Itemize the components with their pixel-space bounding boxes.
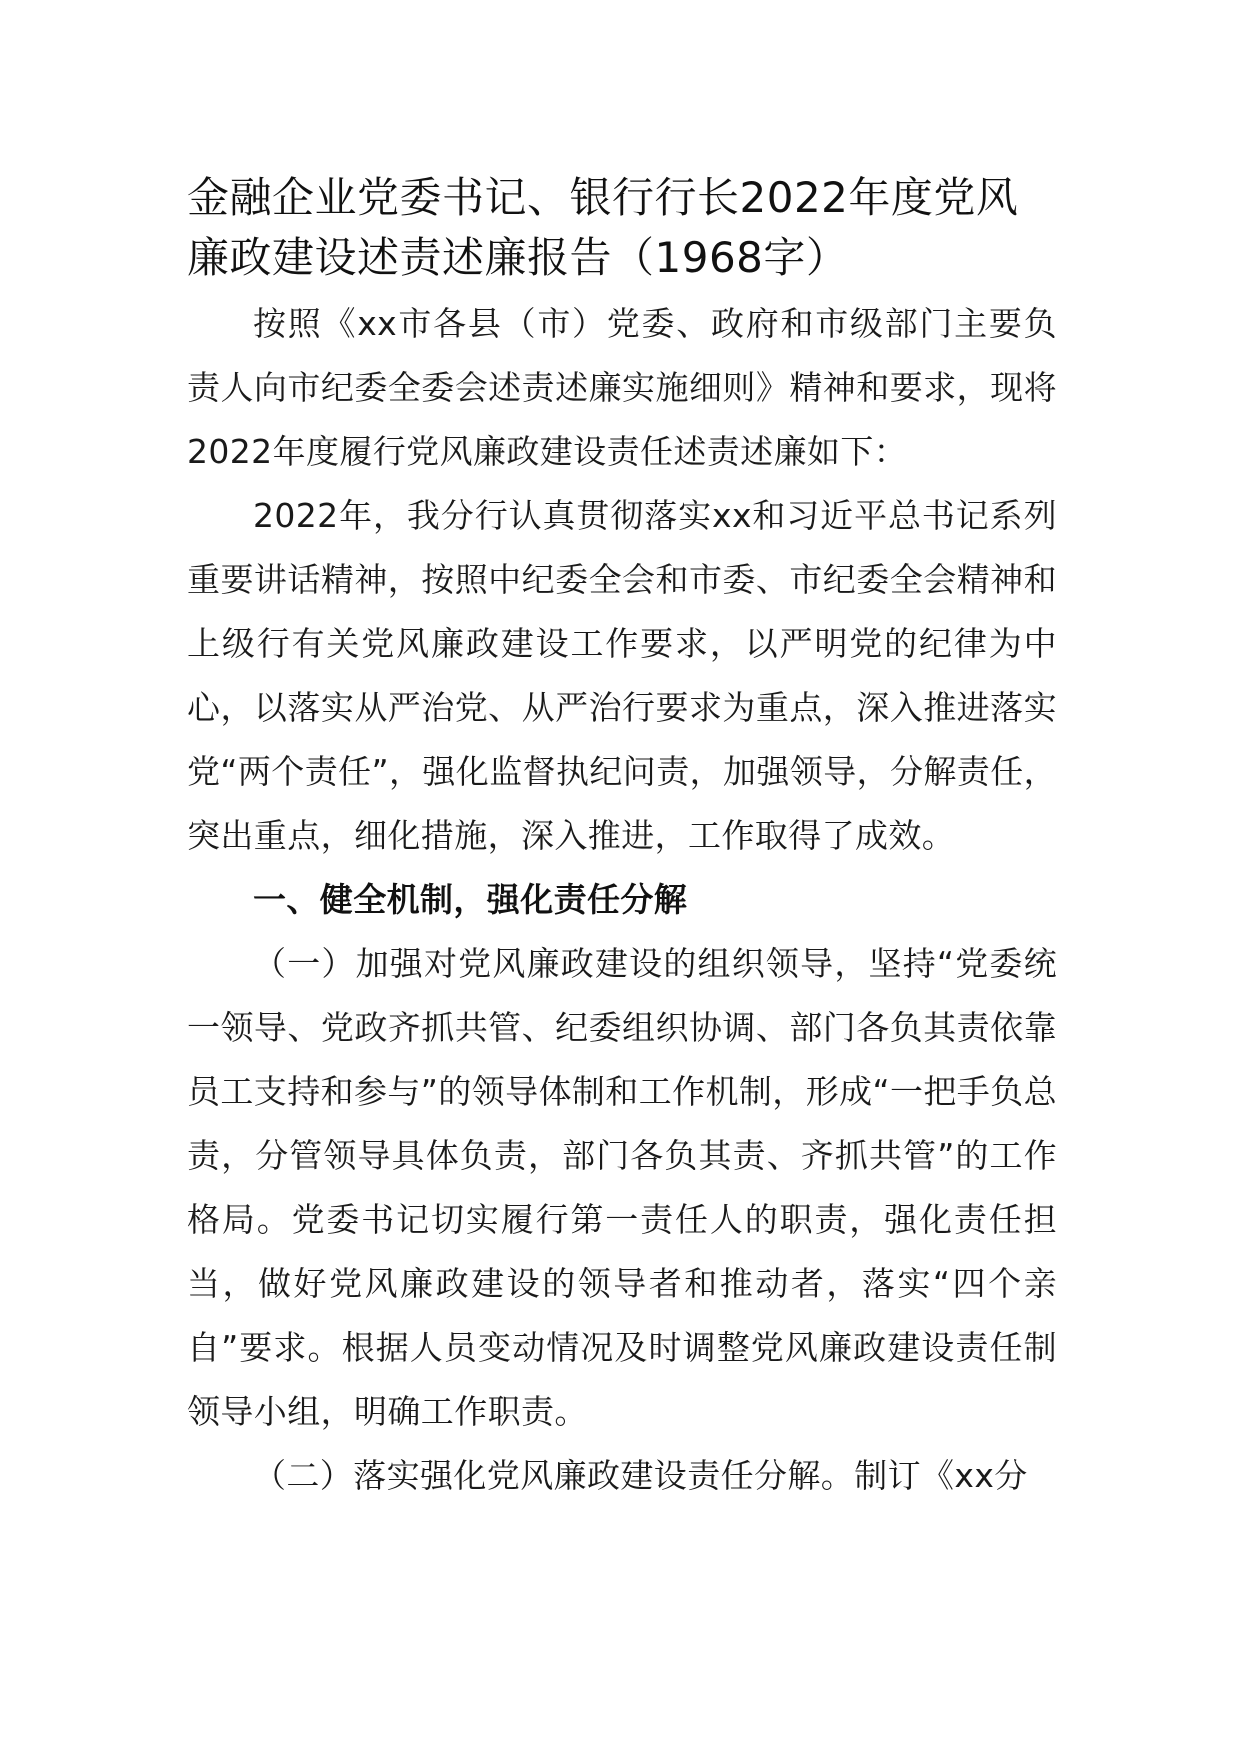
document-title: 金融企业党委书记、银行行长2022年度党风廉政建设述责述廉报告（1968字）	[187, 173, 1019, 282]
subsection-paragraph-1: （一）加强对党风廉政建设的组织领导，坚持“党委统一领导、党政齐抓共管、纪委组织协调、部门各负其责依靠员工支持和参与”的领导体制和工作机制，形成“一把手负总责，分管领导具体负责，部门各负其责、齐抓共管”的工作格局。党委书记切实履行第一责任人的职责，强化责任担当，做好党风廉政建设的领导者和推动者，落实“四个亲自”要求。根据人员变动情况及时调整党风廉政建设责任制领导小组，明确工作职责。	[187, 944, 1057, 1431]
subsection-paragraph-2: （二）落实强化党风廉政建设责任分解。制订《xx分	[253, 1456, 1028, 1495]
document-body	[187, 168, 1057, 1508]
section-heading-1: 一、健全机制，强化责任分解	[253, 880, 688, 919]
summary-paragraph: 2022年，我分行认真贯彻落实xx和习近平总书记系列重要讲话精神，按照中纪委全会和市委、市纪委全会精神和上级行有关党风廉政建设工作要求，以严明党的纪律为中心，以落实从严治党、从严治行要求为重点，深入推进落实党“两个责任”，强化监督执纪问责，加强领导，分解责任，突出重点，细化措施，深入推进，工作取得了成效。	[187, 496, 1057, 855]
intro-paragraph: 按照《xx市各县（市）党委、政府和市级部门主要负责人向市纪委全委会述责述廉实施细则》精神和要求，现将2022年度履行党风廉政建设责任述责述廉如下：	[187, 304, 1057, 471]
